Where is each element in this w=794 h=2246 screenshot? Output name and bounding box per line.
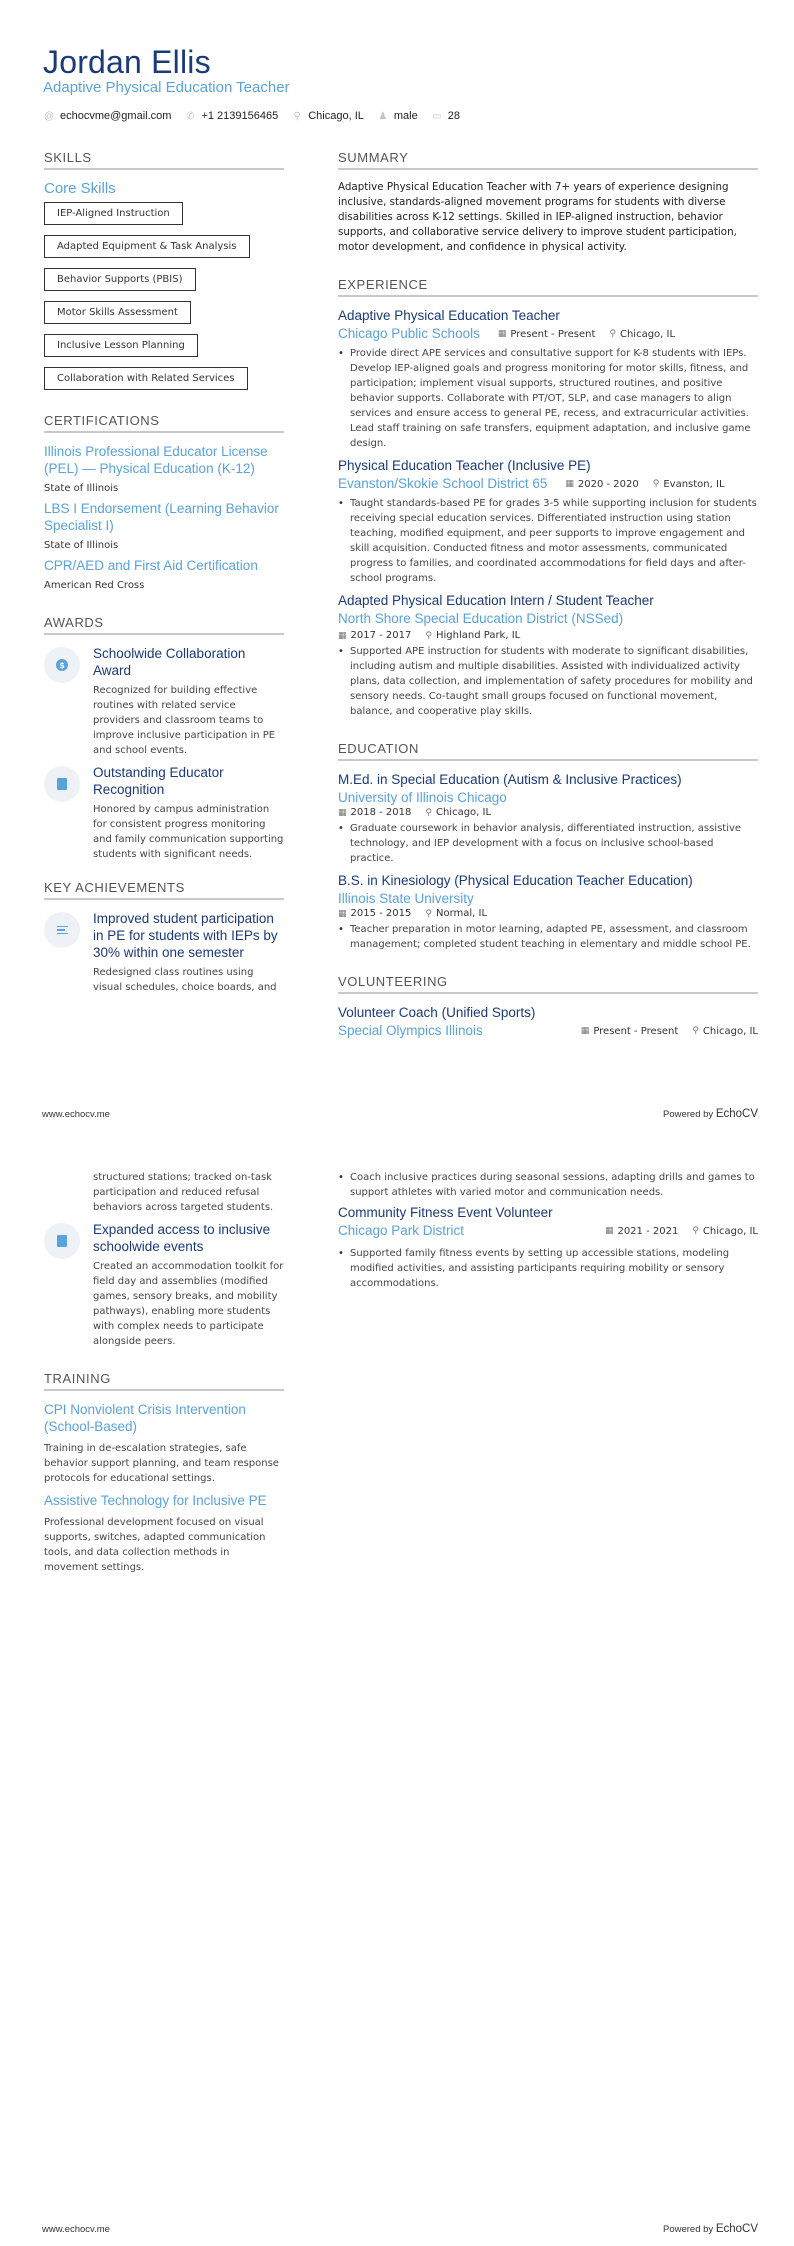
contact-phone: [185, 110, 278, 122]
certification-name: LBS I Endorsement (Learning Behavior Specialist I): [44, 501, 279, 533]
certification-issuer: American Red Cross: [44, 580, 145, 591]
job-title: Physical Education Teacher (Inclusive PE): [338, 458, 591, 473]
training-name: CPI Nonviolent Crisis Intervention (School-Based): [44, 1402, 246, 1434]
contact-location: [292, 110, 364, 122]
list-lines-icon: [57, 924, 68, 936]
job-bullet: • Supported APE instruction for students with moderate to significant disabilities, including autism and multiple disabilities. Assisted with individualized activity plans, data collection, and implementation of safety procedures for mobility and sensory needs. Co-taught small groups focused on functional movement, balance, and cooperative play skills.: [338, 644, 758, 719]
skills-group-title: Core Skills: [44, 180, 116, 197]
skill-tag: Collaboration with Related Services: [44, 367, 248, 390]
achievement-description: Created an accommodation toolkit for field day and assemblies (modified games, sensory breaks, and mobility pathways), enabling more students with complex needs to participate alongside peers.: [93, 1261, 284, 1347]
award-item: [44, 645, 284, 758]
education-dates: 2015 - 2015: [350, 908, 412, 919]
phone-value: +1 2139156465: [201, 110, 279, 122]
education-dates: 2018 - 2018: [350, 807, 412, 818]
left-column-continued: [44, 1170, 284, 1581]
footer-powered-by: Powered by EchoCV: [663, 1108, 758, 1120]
contact-email: [44, 110, 171, 122]
training-item: [44, 1401, 284, 1486]
left-column: [44, 150, 284, 1001]
education-heading: EDUCATION: [338, 741, 758, 761]
certifications-heading: CERTIFICATIONS: [44, 413, 284, 433]
volunteer-dates: 2021 - 2021: [617, 1225, 679, 1237]
award-item: [44, 764, 284, 862]
location-value: Chicago, IL: [308, 110, 364, 122]
degree: B.S. in Kinesiology (Physical Education Teacher Education): [338, 873, 693, 888]
award-description: Recognized for building effective routines with related service providers and classroom teams to improve inclusive participation in PE and school events.: [93, 685, 276, 756]
contact-bar: [44, 110, 474, 122]
clipboard-icon: [57, 778, 67, 790]
achievement-description: Redesigned class routines using visual schedules, choice boards, and: [93, 967, 277, 993]
school: University of Illinois Chicago: [338, 790, 507, 805]
location-pin-icon: ⚲: [425, 908, 432, 919]
volunteer-location: Chicago, IL: [702, 1225, 758, 1237]
achievement-item: [44, 1221, 284, 1349]
employer: North Shore Special Education District (NSSed): [338, 611, 624, 626]
calendar-icon: ▦: [497, 329, 507, 339]
location-pin-icon: ⚲: [692, 1226, 699, 1236]
certification-name: Illinois Professional Educator License (PEL) — Physical Education (K-12): [44, 444, 268, 476]
training-description: Training in de-escalation strategies, safe behavior support planning, and team response protocols for educational settings.: [44, 1443, 279, 1484]
certification-issuer: State of Illinois: [44, 540, 119, 551]
candidate-name: Jordan Ellis: [43, 44, 211, 80]
location-pin-icon: ⚲: [425, 630, 432, 641]
training-description: Professional development focused on visual supports, switches, adapted communication tools, and data collection methods in movement settings.: [44, 1517, 266, 1573]
location-pin-icon: ⚲: [652, 479, 660, 489]
school: Illinois State University: [338, 891, 474, 906]
achievement-description: structured stations; tracked on-task participation and reduced refusal behaviors across targeted students.: [93, 1172, 274, 1213]
volunteering-heading: VOLUNTEERING: [338, 974, 758, 994]
volunteer-org: Chicago Park District: [338, 1223, 465, 1238]
volunteer-dates: Present - Present: [593, 1025, 679, 1037]
contact-gender: [378, 110, 418, 122]
job-location: Chicago, IL: [619, 328, 676, 340]
candidate-title: Adaptive Physical Education Teacher: [43, 79, 290, 96]
calendar-icon: ▦: [565, 479, 574, 489]
volunteering-item: [338, 1004, 758, 1040]
education-item: [338, 872, 758, 952]
calendar-icon: ▦: [338, 908, 347, 919]
gender-value: male: [393, 110, 418, 122]
summary-text: Adaptive Physical Education Teacher with 7+ years of experience designing inclusive, standards-aligned movement programs for students with diverse disabilities across K-12 settings. Skilled in IEP-aligned instruction, behavior supports, and collaborative service delivery to improve student participation, motor development, and confidence in physical activity.: [338, 181, 737, 253]
job-title: Adaptive Physical Education Teacher: [338, 308, 560, 323]
calendar-icon: ▦: [604, 1226, 614, 1236]
location-pin-icon: ⚲: [293, 110, 301, 122]
skill-tag: Behavior Supports (PBIS): [44, 268, 196, 291]
education-location: Normal, IL: [435, 908, 488, 919]
achievement-icon-circle: [44, 912, 80, 948]
footer-site-link[interactable]: www.echocv.me: [42, 2224, 110, 2235]
job-bullet: • Provide direct APE services and consultative support for K-8 students with IEPs. Develop IEP-aligned goals and progress monitoring for motor skills, fitness, and participation; implement visual supports, structured routines, and positive behavior supports. Collaborate with PT/OT, SLP, and case managers to align services and ensure access to general PE, recess, and extracurricular activities. Lead staff training on safe transfers, equipment adaptation, and inclusive game design.: [338, 346, 758, 451]
award-icon-circle: [44, 766, 80, 802]
footer-powered-by: Powered by EchoCV: [663, 2223, 758, 2235]
right-column-continued: [338, 1170, 758, 1297]
calendar-icon: ▦: [338, 807, 347, 818]
education-bullet: • Graduate coursework in behavior analysis, differentiated instruction, assistive technology, and IEP development with a focus on inclusive school-based practice.: [338, 821, 758, 866]
dollar-badge-icon: $: [56, 659, 68, 671]
age-value: 28: [447, 110, 460, 122]
skills-list: [44, 201, 284, 399]
achievement-icon-circle: [44, 1223, 80, 1259]
experience-item: [338, 592, 758, 719]
experience-item: [338, 457, 758, 586]
right-column: [338, 150, 758, 1046]
skill-tag: Adapted Equipment & Task Analysis: [44, 235, 250, 258]
awards-heading: AWARDS: [44, 615, 284, 635]
job-dates: Present - Present: [510, 328, 596, 340]
achievement-title: Improved student participation in PE for students with IEPs by 30% within one semester: [93, 911, 278, 960]
volunteer-role: Volunteer Coach (Unified Sports): [338, 1005, 536, 1020]
skill-tag: Inclusive Lesson Planning: [44, 334, 198, 357]
calendar-icon: ▭: [431, 110, 442, 122]
experience-heading: EXPERIENCE: [338, 277, 758, 297]
location-pin-icon: ⚲: [425, 807, 432, 818]
at-icon: @: [44, 110, 55, 122]
degree: M.Ed. in Special Education (Autism & Inclusive Practices): [338, 772, 682, 787]
volunteer-bullet: • Supported family fitness events by setting up accessible stations, modeling modified activities, and assisting participants requiring mobility or sensory accommodations.: [338, 1246, 758, 1291]
education-bullet: • Teacher preparation in motor learning, adapted PE, assessment, and classroom management; completed student teaching in elementary and middle school PE.: [338, 922, 758, 952]
volunteer-role: Community Fitness Event Volunteer: [338, 1205, 553, 1220]
certification-item: [44, 500, 284, 551]
employer: Chicago Public Schools: [338, 326, 480, 341]
phone-icon: ✆: [186, 110, 195, 122]
training-item: [44, 1492, 284, 1575]
certification-item: [44, 443, 284, 494]
achievement-item: [44, 910, 284, 995]
footer-brand: EchoCV: [715, 2223, 758, 2235]
achievements-heading: KEY ACHIEVEMENTS: [44, 880, 284, 900]
training-name: Assistive Technology for Inclusive PE: [44, 1493, 267, 1508]
volunteer-org: Special Olympics Illinois: [338, 1023, 483, 1038]
skill-tag: IEP-Aligned Instruction: [44, 202, 183, 225]
location-pin-icon: ⚲: [692, 1026, 699, 1036]
employer: Evanston/Skokie School District 65: [338, 476, 548, 491]
page-footer: [42, 2223, 758, 2235]
footer-brand: EchoCV: [715, 1108, 758, 1120]
job-dates: 2017 - 2017: [350, 630, 412, 641]
education-item: [338, 771, 758, 866]
award-description: Honored by campus administration for consistent progress monitoring and family communication supporting students with significant needs.: [93, 804, 284, 860]
job-location: Evanston, IL: [663, 478, 725, 490]
calendar-icon: ▦: [338, 630, 347, 641]
certification-issuer: State of Illinois: [44, 483, 119, 494]
user-icon: ♟: [378, 110, 388, 122]
contact-age: [432, 110, 460, 122]
training-heading: TRAINING: [44, 1371, 284, 1391]
award-icon-circle: [44, 647, 80, 683]
skills-heading: SKILLS: [44, 150, 284, 170]
page-footer: [42, 1108, 758, 1120]
volunteer-bullet: • Coach inclusive practices during seasonal sessions, adapting drills and games to support athletes with varied motor and communication needs.: [338, 1170, 758, 1200]
skill-tag: Motor Skills Assessment: [44, 301, 191, 324]
certification-item: [44, 557, 284, 591]
award-title: Schoolwide Collaboration Award: [93, 646, 246, 678]
achievement-title: Expanded access to inclusive schoolwide events: [93, 1222, 271, 1254]
job-title: Adapted Physical Education Intern / Student Teacher: [338, 593, 654, 608]
calendar-icon: ▦: [580, 1026, 590, 1036]
resume-page-2: [0, 1123, 794, 2246]
email-value: echocvme@gmail.com: [60, 110, 172, 122]
achievement-item-continued: [44, 1170, 284, 1215]
experience-item: [338, 307, 758, 451]
location-pin-icon: ⚲: [609, 329, 616, 339]
volunteering-item: [338, 1204, 758, 1291]
summary-heading: SUMMARY: [338, 150, 758, 170]
job-location: Highland Park, IL: [435, 630, 521, 641]
job-dates: 2020 - 2020: [577, 478, 639, 490]
volunteer-location: Chicago, IL: [702, 1025, 758, 1037]
certification-name: CPR/AED and First Aid Certification: [44, 558, 258, 573]
education-location: Chicago, IL: [435, 807, 492, 818]
footer-site-link[interactable]: www.echocv.me: [42, 1109, 110, 1120]
document-icon: [57, 1235, 67, 1247]
job-bullet: • Taught standards-based PE for grades 3-5 while supporting inclusion for students receiving special education services. Differentiated instruction using station teaching, modified equipment, and peer supports to improve engagement and skill acquisition. Conducted fitness and motor assessments, communicated progress to families, and coordinated accommodations for field days and after-school programs.: [338, 496, 758, 586]
award-title: Outstanding Educator Recognition: [93, 765, 224, 797]
